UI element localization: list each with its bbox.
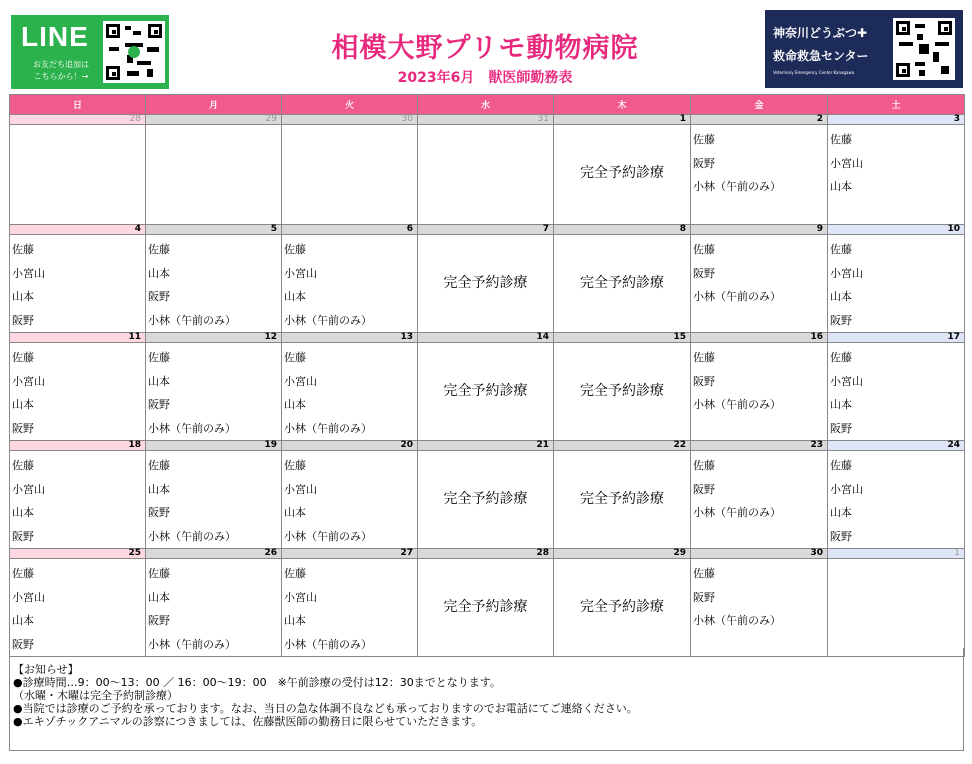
date-number: 11 <box>10 333 146 343</box>
emergency-center-english: Veterinary Emergency Center Kanagawa <box>773 70 855 75</box>
date-number: 27 <box>282 549 418 559</box>
vet-name: 山本 <box>12 398 34 411</box>
vet-name: 阪野 <box>830 421 852 435</box>
weekday-tue: 火 <box>282 95 418 115</box>
day-cell <box>282 235 418 333</box>
vet-name: 佐藤 <box>148 243 170 256</box>
vet-name: 佐藤 <box>693 351 715 364</box>
reservation-only-label: 完全予約診療 <box>580 275 664 291</box>
vet-name: 山本 <box>12 506 34 519</box>
date-number: 6 <box>282 225 418 235</box>
day-cell <box>146 125 282 225</box>
vet-name: 小林（午前のみ） <box>693 614 781 627</box>
vet-name: 佐藤 <box>284 567 306 580</box>
emergency-center-name-line2: 救命救急センター <box>773 49 869 63</box>
vet-name: 佐藤 <box>12 567 34 580</box>
vet-name: 阪野 <box>693 590 715 604</box>
vet-name: 小宮山 <box>830 266 863 280</box>
vet-name: 山本 <box>284 398 306 411</box>
date-number: 9 <box>691 225 828 235</box>
vet-name: 小林（午前のみ） <box>148 637 236 651</box>
date-number: 3 <box>828 115 965 125</box>
day-cell <box>691 451 828 549</box>
vet-name: 小宮山 <box>284 266 317 280</box>
day-cell <box>418 451 554 549</box>
day-cell <box>10 451 146 549</box>
schedule-row <box>10 451 965 549</box>
vet-name: 小林（午前のみ） <box>284 529 372 543</box>
vet-name: 阪野 <box>830 529 852 543</box>
vet-name: 小林（午前のみ） <box>284 637 372 651</box>
date-number: 4 <box>10 225 146 235</box>
vet-name: 小宮山 <box>830 482 863 496</box>
vet-name: 小宮山 <box>284 482 317 496</box>
day-cell <box>691 125 828 225</box>
reservation-only-label: 完全予約診療 <box>580 383 664 399</box>
day-cell <box>418 125 554 225</box>
date-number: 30 <box>282 115 418 125</box>
vet-name: 阪野 <box>693 374 715 388</box>
date-number: 19 <box>146 441 282 451</box>
vet-name: 小林（午前のみ） <box>148 421 236 435</box>
vet-name: 小宮山 <box>284 374 317 388</box>
date-number: 12 <box>146 333 282 343</box>
date-number-row <box>10 441 965 451</box>
reservation-only-label: 完全予約診療 <box>443 599 528 615</box>
vet-name: 佐藤 <box>12 459 34 472</box>
day-cell <box>418 235 554 333</box>
vet-name: 山本 <box>148 590 170 604</box>
day-cell <box>10 559 146 657</box>
vet-name: 阪野 <box>12 529 34 543</box>
vet-name: 阪野 <box>148 506 170 519</box>
date-number: 1 <box>828 549 965 559</box>
day-cell <box>691 343 828 441</box>
day-cell <box>554 559 691 657</box>
day-cell <box>554 343 691 441</box>
vet-name: 佐藤 <box>830 133 852 146</box>
day-cell <box>828 451 965 549</box>
vet-name: 小林（午前のみ） <box>693 506 781 519</box>
day-cell <box>828 235 965 333</box>
date-number: 22 <box>554 441 691 451</box>
vet-name: 佐藤 <box>148 351 170 364</box>
day-cell <box>554 125 691 225</box>
vet-name: 小林（午前のみ） <box>693 290 781 303</box>
vet-name: 阪野 <box>12 421 34 435</box>
vet-name: 佐藤 <box>284 243 306 256</box>
notice-exotic: ●エキゾチックアニマルの診察につきましては、佐藤獣医師の勤務日に限らせていただきます。 <box>13 715 483 728</box>
vet-name: 山本 <box>830 398 852 411</box>
schedule-row <box>10 559 965 657</box>
vet-name: 阪野 <box>693 156 715 170</box>
day-cell <box>691 235 828 333</box>
schedule-row <box>10 343 965 441</box>
vet-name: 佐藤 <box>693 459 715 472</box>
vet-name: 小林（午前のみ） <box>693 180 781 193</box>
notice-box <box>9 648 964 751</box>
date-number: 21 <box>418 441 554 451</box>
day-cell <box>418 559 554 657</box>
emergency-qr-code-icon[interactable] <box>893 18 955 80</box>
day-cell <box>554 235 691 333</box>
date-number: 28 <box>10 115 146 125</box>
day-cell <box>146 343 282 441</box>
day-cell <box>554 451 691 549</box>
vet-name: 佐藤 <box>830 243 852 256</box>
vet-name: 小宮山 <box>12 374 45 388</box>
reservation-only-label: 完全予約診療 <box>580 599 664 615</box>
vet-name: 小林（午前のみ） <box>148 313 236 327</box>
day-cell <box>282 451 418 549</box>
day-cell <box>282 125 418 225</box>
date-number-row <box>10 549 965 559</box>
vet-name: 小宮山 <box>12 266 45 280</box>
date-number: 29 <box>554 549 691 559</box>
vet-name: 小林（午前のみ） <box>284 421 372 435</box>
vet-name: 佐藤 <box>284 351 306 364</box>
vet-name: 阪野 <box>148 614 170 627</box>
schedule-row <box>10 125 965 225</box>
vet-name: 佐藤 <box>148 567 170 580</box>
date-number: 15 <box>554 333 691 343</box>
date-number: 23 <box>691 441 828 451</box>
weekday-thu: 木 <box>554 95 691 115</box>
date-number: 7 <box>418 225 554 235</box>
reservation-only-label: 完全予約診療 <box>580 165 664 181</box>
line-logo-text: LINE <box>21 21 89 52</box>
vet-name: 佐藤 <box>693 567 715 580</box>
reservation-only-label: 完全予約診療 <box>443 383 528 399</box>
page-title: 相模大野プリモ動物病院 <box>331 33 639 64</box>
vet-name: 阪野 <box>12 313 34 327</box>
date-number: 2 <box>691 115 828 125</box>
line-caption: お友だち追加は こちらから！→ <box>33 60 89 81</box>
vet-name: 佐藤 <box>693 133 715 146</box>
vet-name: 山本 <box>284 506 306 519</box>
vet-name: 山本 <box>284 614 306 627</box>
notice-hours: ●診療時間…9：00～13：00 ／ 16：00～19：00 ※午前診療の受付は12：30までとなります。 <box>13 676 501 689</box>
vet-name: 佐藤 <box>284 459 306 472</box>
line-qr-code-icon[interactable] <box>103 21 165 83</box>
weekday-header-row <box>10 95 965 115</box>
vet-name: 阪野 <box>148 398 170 411</box>
day-cell <box>828 343 965 441</box>
vet-name: 山本 <box>148 266 170 280</box>
weekday-fri: 金 <box>691 95 828 115</box>
day-cell <box>10 235 146 333</box>
date-number: 20 <box>282 441 418 451</box>
day-cell <box>146 451 282 549</box>
reservation-only-label: 完全予約診療 <box>443 491 528 507</box>
emergency-center-badge[interactable] <box>765 10 963 88</box>
date-number: 16 <box>691 333 828 343</box>
vet-name: 佐藤 <box>830 459 852 472</box>
date-number: 29 <box>146 115 282 125</box>
date-number: 8 <box>554 225 691 235</box>
day-cell <box>828 559 965 657</box>
vet-name: 山本 <box>12 614 34 627</box>
date-number: 26 <box>146 549 282 559</box>
day-cell <box>691 559 828 657</box>
vet-name: 阪野 <box>148 290 170 303</box>
vet-name: 山本 <box>830 290 852 303</box>
date-number: 25 <box>10 549 146 559</box>
weekday-wed: 水 <box>418 95 554 115</box>
page-subtitle: 2023年6月 獣医師勤務表 <box>397 70 573 86</box>
date-number: 30 <box>691 549 828 559</box>
vet-name: 阪野 <box>12 637 34 651</box>
date-number: 17 <box>828 333 965 343</box>
vet-name: 小林（午前のみ） <box>693 398 781 411</box>
day-cell <box>418 343 554 441</box>
vet-name: 佐藤 <box>12 351 34 364</box>
vet-name: 小林（午前のみ） <box>148 529 236 543</box>
day-cell <box>146 235 282 333</box>
vet-name: 佐藤 <box>148 459 170 472</box>
vet-name: 山本 <box>148 374 170 388</box>
notice-reservation-days: （水曜・木曜は完全予約制診療） <box>13 689 178 702</box>
notice-heading: 【お知らせ】 <box>13 663 79 676</box>
vet-name: 山本 <box>830 506 852 519</box>
emergency-center-name-line1: 神奈川どうぶつ✚ <box>773 26 868 40</box>
date-number: 28 <box>418 549 554 559</box>
date-number-row <box>10 115 965 125</box>
date-number-row <box>10 333 965 343</box>
date-number: 14 <box>418 333 554 343</box>
weekday-mon: 月 <box>146 95 282 115</box>
day-cell <box>10 343 146 441</box>
vet-name: 小宮山 <box>830 156 863 170</box>
vet-name: 阪野 <box>693 266 715 280</box>
weekday-sun: 日 <box>10 95 146 115</box>
day-cell <box>10 125 146 225</box>
day-cell <box>282 343 418 441</box>
vet-name: 山本 <box>12 290 34 303</box>
date-number: 18 <box>10 441 146 451</box>
day-cell <box>282 559 418 657</box>
duty-calendar <box>9 94 965 657</box>
reservation-only-label: 完全予約診療 <box>443 275 528 291</box>
vet-name: 小宮山 <box>12 590 45 604</box>
date-number: 10 <box>828 225 965 235</box>
notice-appointment: ●当院では診療のご予約を承っております。なお、当日の急な体調不良なども承っておりますのでお電話にてご連絡ください。 <box>13 702 638 715</box>
vet-name: 小林（午前のみ） <box>284 313 372 327</box>
vet-name: 阪野 <box>693 482 715 496</box>
vet-name: 小宮山 <box>12 482 45 496</box>
weekday-sat: 土 <box>828 95 965 115</box>
vet-name: 佐藤 <box>830 351 852 364</box>
date-number: 24 <box>828 441 965 451</box>
vet-name: 小宮山 <box>284 590 317 604</box>
line-friend-badge[interactable] <box>11 15 169 89</box>
day-cell <box>146 559 282 657</box>
vet-name: 小宮山 <box>830 374 863 388</box>
date-number: 31 <box>418 115 554 125</box>
date-number: 1 <box>554 115 691 125</box>
day-cell <box>828 125 965 225</box>
vet-name: 山本 <box>830 180 852 193</box>
vet-name: 山本 <box>284 290 306 303</box>
schedule-row <box>10 235 965 333</box>
vet-name: 山本 <box>148 482 170 496</box>
date-number: 13 <box>282 333 418 343</box>
date-number: 5 <box>146 225 282 235</box>
vet-name: 佐藤 <box>12 243 34 256</box>
date-number-row <box>10 225 965 235</box>
reservation-only-label: 完全予約診療 <box>580 491 664 507</box>
vet-name: 阪野 <box>830 313 852 327</box>
vet-name: 佐藤 <box>693 243 715 256</box>
